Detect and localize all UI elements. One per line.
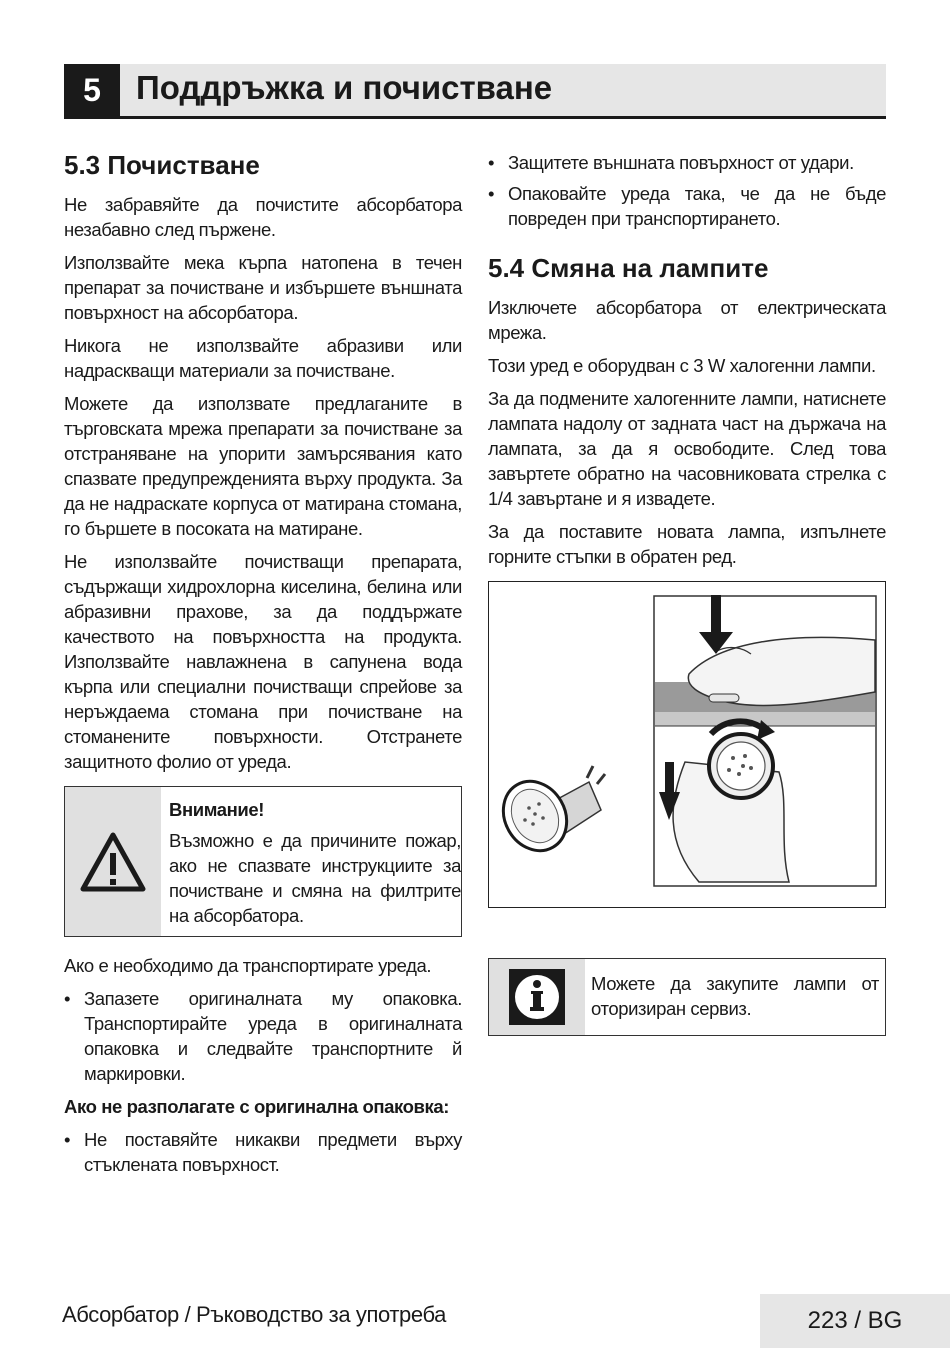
list-item: • Опаковайте уреда така, че да не бъде повреден при транспортирането. <box>488 181 886 231</box>
section-title-cleaning: 5.3 Почистване <box>64 150 260 180</box>
page-number: 223 / BG <box>760 1294 950 1348</box>
warning-text: Възможно е да причините пожар, ако не спазвате инструкциите за почистване и смяна на филтрите на абсорбатора. <box>169 830 461 926</box>
lamp-replacement-illustration <box>488 581 886 908</box>
chapter-title: Поддръжка и почистване <box>136 69 553 106</box>
list-item: • Не поставяйте никакви предмети върху стъклената повърхност. <box>64 1127 462 1177</box>
footer-document-title: Абсорбатор / Ръководство за употреба <box>62 1302 446 1327</box>
paragraph: За да поставите новата лампа, изпълнете горните стъпки в обратен ред. <box>488 521 886 567</box>
list-item: • Защитете външната повърхност от удари. <box>488 150 886 175</box>
no-packaging-list <box>64 1127 462 1177</box>
left-column <box>64 140 462 1185</box>
transport-list <box>64 986 462 1086</box>
warning-icon-cell <box>65 787 161 936</box>
paragraph: За да подмените халогенните лампи, натиснете лампата надолу от задната част на държача на лампата, за да я освободите. След това завъртете обратно на часовниковата стрелка с 1/4 завъртане и я извадете. <box>488 388 886 509</box>
info-icon <box>509 969 565 1025</box>
chapter-number: 5 <box>64 64 120 116</box>
paragraph: Никога не използвайте абразиви или надраскващи материали за почистване. <box>64 335 462 381</box>
paragraph: Не забравяйте да почистите абсорбатора незабавно след пържене. <box>64 194 462 240</box>
warning-triangle-icon <box>79 831 147 893</box>
protection-list <box>488 150 886 231</box>
right-column <box>488 140 886 1036</box>
paragraph: Този уред е оборудван с 3 W халогенни лампи. <box>488 355 876 376</box>
transport-intro: Ако е необходимо да транспортирате уреда. <box>64 955 432 976</box>
paragraph: Използвайте мека кърпа натопена в течен препарат за почистване и избършете външната повърхност на абсорбатора. <box>64 252 462 323</box>
info-icon-cell <box>489 959 585 1035</box>
lamp-illustration-drawing <box>489 582 885 905</box>
section-title-lamps: 5.4 Смяна на лампите <box>488 253 769 283</box>
paragraph: Изключете абсорбатора от електрическата мрежа. <box>488 297 886 343</box>
info-text: Можете да закупите лампи от оторизиран сервиз. <box>591 973 879 1019</box>
info-box <box>488 958 886 1036</box>
chapter-header <box>64 64 886 119</box>
paragraph: Можете да използвате предлаганите в търговската мрежа препарати за почистване за отстраняване на упорити замърсявания като спазвате предупрежденията върху продукта. За да не надраскате корпуса от матирана стомана, го бършете в посоката на матиране. <box>64 393 462 539</box>
paragraph: Не използвайте почистващи препарата, съдържащи хидрохлорна киселина, белина или абразивни прахове, за да поддържате качеството на повърхността на продукта. Използвайте навлажнена в сапунена вода кърпа или специални почистващи спрейове за неръждаема стомана при почистване на стоманените повърхности. Отстранете защитното фолио от уреда. <box>64 551 462 772</box>
list-item: • Запазете оригиналната му опаковка. Транспортирайте уреда в оригиналната опаковка и следвайте транспортните й маркировки. <box>64 986 462 1086</box>
no-packaging-heading: Ако не разполагате с оригинална опаковка: <box>64 1096 450 1117</box>
warning-title: Внимание! <box>169 799 265 820</box>
warning-box <box>64 786 462 937</box>
